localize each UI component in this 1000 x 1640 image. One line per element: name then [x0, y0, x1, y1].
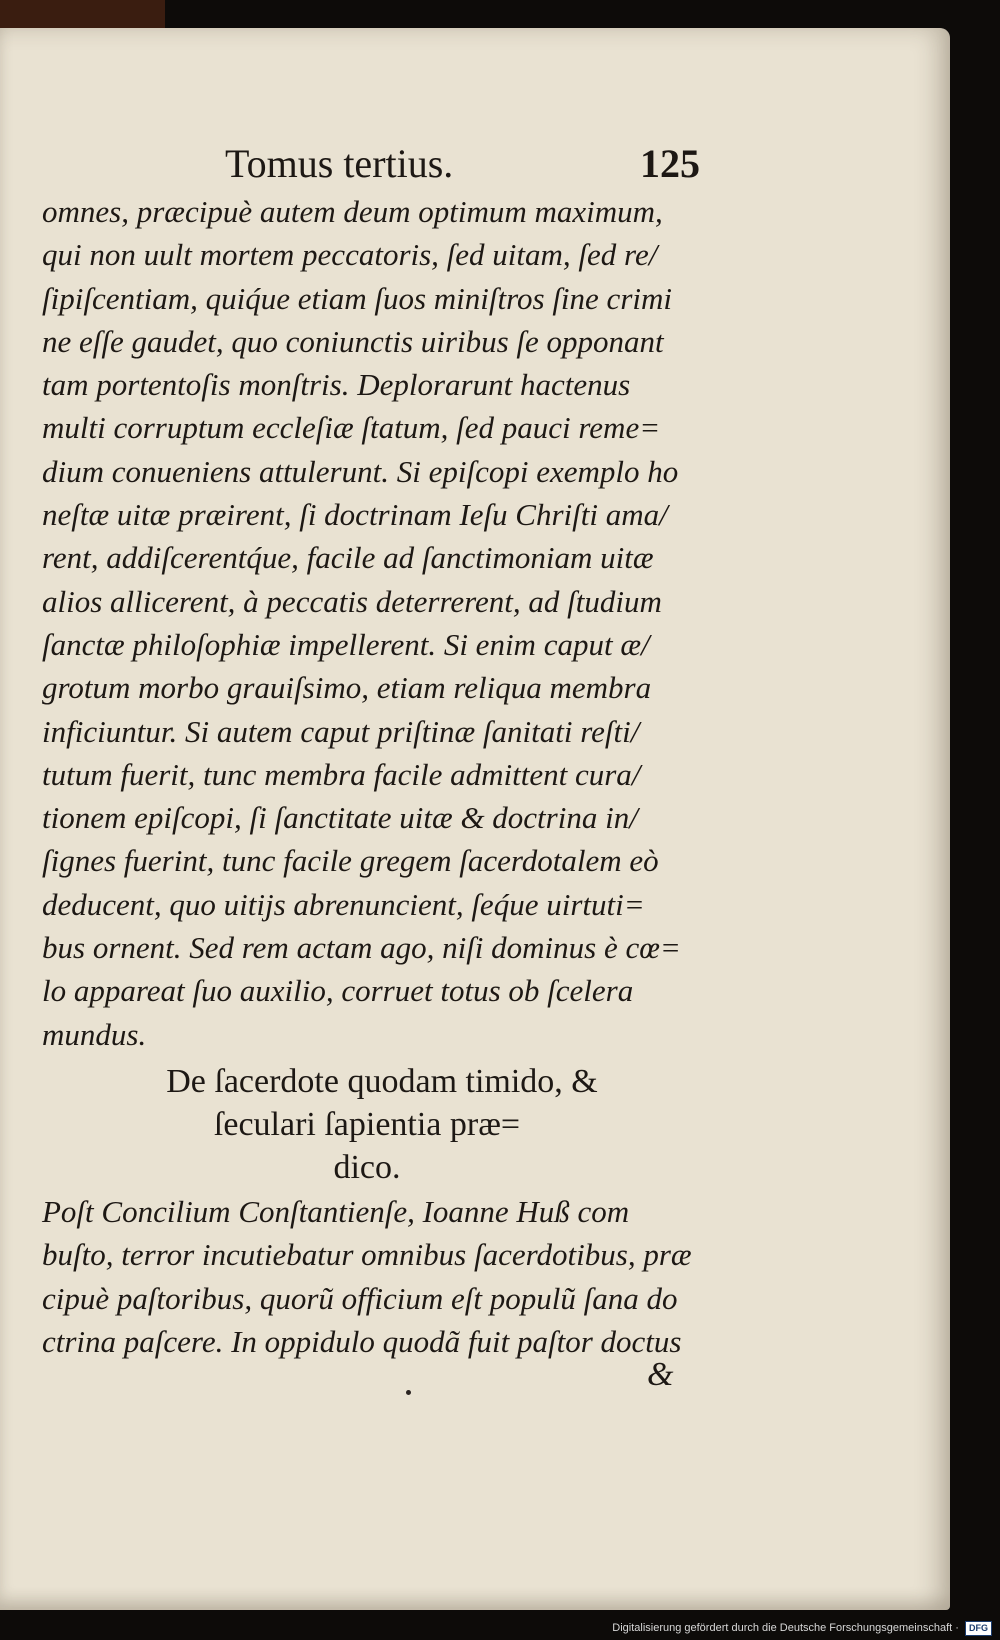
ink-dot	[406, 1390, 411, 1395]
heading-line: ſeculari ſapientia præ=	[213, 1106, 521, 1143]
text-line: mundus.	[42, 1016, 147, 1052]
text-line: alios allicerent, à peccatis deterrerent, ad ſtudium	[42, 583, 662, 619]
text-line: ne eſſe gaudet, quo coniunctis uiribus ſe opponant	[42, 323, 664, 359]
body-paragraph	[42, 190, 692, 1056]
text-line: bus ornent. Sed rem actam ago, niſi dominus è cœ=	[42, 930, 681, 966]
book-page	[0, 28, 950, 1610]
footer-text: Digitalisierung gefördert durch die Deutsche Forschungsgemeinschaft ·	[612, 1622, 959, 1634]
text-line: multi corruptum eccleſiæ ſtatum, ſed pauci reme=	[42, 410, 661, 446]
catchword: &	[647, 1356, 674, 1393]
section-heading	[42, 1060, 692, 1189]
heading-line: dico.	[333, 1149, 401, 1186]
running-title: Tomus tertius.	[225, 141, 454, 186]
second-paragraph	[42, 1190, 692, 1363]
text-line: tam portentoſis monſtris. Deplorarunt hactenus	[42, 367, 631, 403]
text-line: neſtæ uitæ præirent, ſi doctrinam Ieſu Chriſti ama/	[42, 497, 668, 533]
text-line: grotum morbo grauiſsimo, etiam reliqua membra	[42, 670, 652, 706]
text-line: qui non uult mortem peccatoris, ſed uitam, ſed re/	[42, 237, 658, 273]
text-line: tutum fuerit, tunc membra facile admittent cura/	[42, 756, 641, 792]
text-line: deducent, quo uitijs abrenuncient, ſeq́ue uirtuti=	[42, 886, 645, 922]
text-line: ctrina paſcere. In oppidulo quodã fuit paſtor doctus	[42, 1323, 682, 1359]
text-line: Poſt Concilium Conſtantienſe, Ioanne Huß com	[42, 1194, 630, 1229]
digitization-footer	[0, 1618, 992, 1638]
heading-line: De ſacerdote quodam timido, &	[166, 1063, 598, 1100]
text-line: omnes, præcipuè autem deum optimum maximum,	[42, 194, 663, 229]
text-line: ſanctæ philoſophiæ impellerent. Si enim caput æ/	[42, 626, 650, 662]
text-line: lo appareat ſuo auxilio, corruet totus ob ſcelera	[42, 973, 634, 1009]
text-line: cipuè paſtoribus, quorũ officium eſt populũ ſana do	[42, 1280, 678, 1316]
text-line: rent, addiſcerentq́ue, facile ad ſanctimoniam uitæ	[42, 540, 654, 576]
text-line: tionem epiſcopi, ſi ſanctitate uitæ & doctrina in/	[42, 800, 638, 836]
dfg-logo: DFG	[965, 1621, 992, 1636]
text-line: inficiuntur. Si autem caput priſtinæ ſanitati reſti/	[42, 713, 640, 749]
text-line: dium conueniens attulerunt. Si epiſcopi exemplo ho	[42, 453, 679, 489]
page-number: 125	[640, 141, 700, 186]
text-line: ſipiſcentiam, quiq́ue etiam ſuos miniſtros ſine crimi	[42, 280, 672, 316]
page-header	[40, 140, 700, 190]
text-line: buſto, terror incutiebatur omnibus ſacerdotibus, præ	[42, 1237, 692, 1273]
text-line: ſignes fuerint, tunc facile gregem ſacerdotalem eò	[42, 843, 659, 879]
